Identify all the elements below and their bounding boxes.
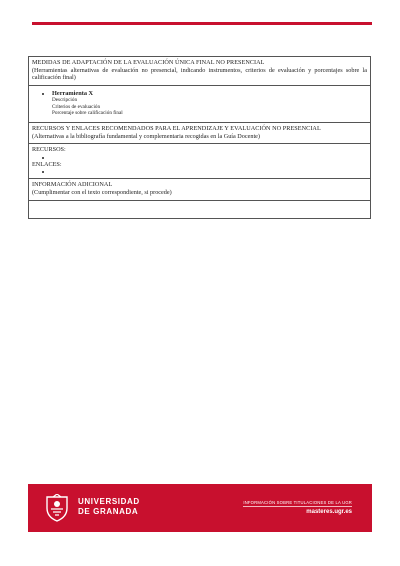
footer-info-block — [243, 500, 352, 515]
university-name-line2: DE GRANADA — [78, 506, 139, 516]
resources-header-cell — [29, 122, 371, 143]
measures-header-row — [29, 57, 371, 86]
resources-subtitle: (Alternativas a la bibliografía fundamental y complementaria recogidas en la Guía Docente) — [32, 132, 260, 140]
measures-subtitle: (Herramientas alternativas de evaluación no presencial, indicando instrumentos, criterios de evaluación y porcentajes sobre la calificación final) — [32, 66, 367, 82]
tool-description: Descripción — [52, 97, 78, 104]
measures-heading: MEDIDAS DE ADAPTACIÓN DE LA EVALUACIÓN ÚNICA FINAL NO PRESENCIAL — [32, 59, 265, 66]
resources-links-cell — [29, 144, 371, 179]
university-name-line1: UNIVERSIDAD — [78, 497, 140, 506]
info-content-cell — [29, 200, 371, 218]
info-content-row — [29, 200, 371, 218]
info-header-cell — [29, 179, 371, 200]
university-crest-icon — [44, 494, 70, 522]
university-name — [78, 497, 140, 516]
tool-list — [32, 90, 367, 116]
tool-row — [29, 85, 371, 122]
info-subtitle: (Cumplimentar con el texto correspondiente, si procede) — [32, 188, 172, 196]
footer-info-text: INFORMACIÓN SOBRE TITULACIONES DE LA UGR — [243, 500, 352, 505]
footer-banner — [28, 484, 372, 532]
links-list-item — [52, 168, 367, 175]
resources-list-item — [52, 154, 367, 161]
resources-label: RECURSOS: — [32, 146, 66, 154]
links-list — [32, 168, 367, 175]
resources-header-row — [29, 122, 371, 143]
links-label: ENLACES: — [32, 160, 62, 168]
info-heading: INFORMACIÓN ADICIONAL — [32, 181, 113, 189]
header-rule — [32, 22, 372, 25]
footer-website-link[interactable]: masteres.ugr.es — [306, 509, 352, 515]
info-header-row — [29, 179, 371, 200]
tool-criteria: Criterios de evaluación — [52, 103, 101, 110]
resources-list — [32, 154, 367, 161]
evaluation-adaptation-table — [28, 56, 371, 219]
tool-percentage: Porcentaje sobre calificación final — [52, 109, 123, 116]
tool-cell — [29, 85, 371, 122]
measures-header-cell — [29, 57, 371, 86]
resources-heading: RECURSOS Y ENLACES RECOMENDADOS PARA EL APRENDIZAJE Y EVALUACIÓN NO PRESENCIAL — [32, 124, 321, 132]
tool-list-item — [52, 90, 367, 116]
tool-name: • Herramienta X — [52, 89, 94, 97]
resources-links-row — [29, 144, 371, 179]
